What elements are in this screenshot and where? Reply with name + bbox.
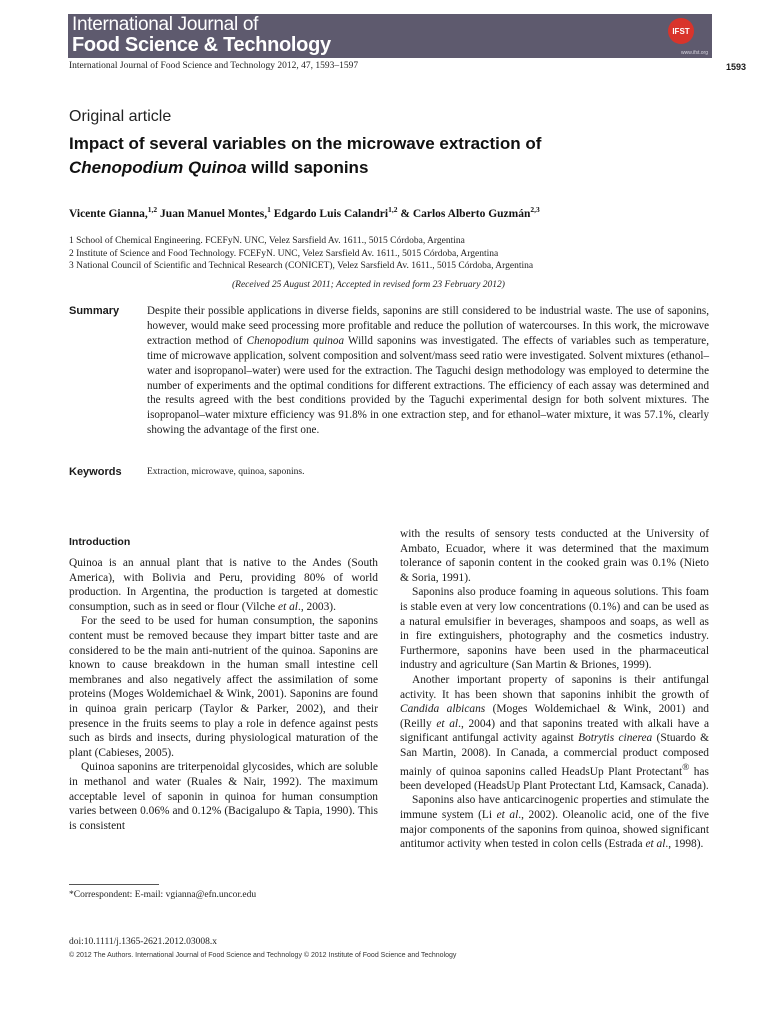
body-column-left [69, 556, 378, 833]
body-column-right [400, 527, 709, 852]
text-run: (Stuardo & San Martin, 2008). In Canada, a commercial product composed mainly of quinoa saponins called HeadsUp Plant Protectant [400, 732, 709, 778]
title-part1: Impact of several variables on the microwave extraction of [69, 134, 542, 153]
summary-part: Despite their possible applications in diverse fields, saponins are still considered to be industrial waste. The use of saponins, however, would make seed processing more profitable and reduce the pollution of watercourses. In this work, the microwave extraction method of [147, 305, 709, 347]
journal-name-line2: Food Science & Technology [72, 34, 331, 56]
author-affil: 2,3 [530, 205, 540, 214]
author-affil: 1,2 [147, 205, 158, 214]
affiliation-item: 2 Institute of Science and Food Technology. FCEFyN. UNC, Velez Sarsfield Av. 1611., 5015 Córdoba, Argentina [69, 248, 499, 259]
text-run: Another important property of saponins is their antifungal activity. It has been shown that saponins inhibit the growth of [400, 673, 709, 701]
text-run: (Moges Woldemichael & Wink, 2001) and (Reilly [400, 703, 710, 730]
title-species: Chenopodium Quinoa [69, 158, 247, 177]
text-run: ., 2002). Oleanolic acid, one of the five major components of the saponins from quinoa, showed significant antitumor activity when tested in colon cells (Estrada [400, 809, 709, 851]
ifst-logo-icon: IFST [668, 18, 694, 44]
doi-line: doi:10.1111/j.1365-2621.2012.03008.x [69, 937, 218, 947]
affiliation-item: 3 National Council of Scientific and Technical Research (CONICET), Velez Sarsfield Av. 1611., 5015 Córdoba, Argentina [69, 261, 534, 271]
paragraph: For the seed to be used for human consumption, the saponins content must be removed because they impart bitter taste and are considered to be the main anti-nutrient of the quinoa. Saponins are known to cause breakdown in the human small intestine cell membranes and also negatively affect the assimilation of some proteins (Moges Woldemichael & Wink, 2001). Saponins are found in quinoa grain pericarp (Taylor & Parker, 2002), and their presence in the fruits seems to play a role in defence against pests such as birds and insects, during physiological maturation of the plant (Cabieses, 2005). [69, 615, 378, 759]
paragraph: with the results of sensory tests conducted at the University of Ambato, Ecuador, where it was determined that the maximum tolerance of saponin content in the cooked grain was 0.1% (Nieto & Soria, 1991). [400, 528, 709, 584]
summary-species: Chenopodium quinoa [246, 334, 344, 347]
page-number: 1593 [725, 62, 746, 72]
text-run: et al [278, 600, 298, 613]
author-affil: 1,2 [388, 205, 398, 214]
summary-part: Willd saponins was investigated. The effects of variables such as temperature, time of microwave application, solvent composition and solvent/mass seed ratio were investigated. Solvent mixtures (ethanol–water and isopropanol–water) were used for the extraction. The Taguchi design methodology was employed to determine the number of experiments and the optimal conditions for different extractions. The efficiency of each assay was determined and the results agreed with the best conditions provided by the Taguchi experimental design for both solvent mixtures. The isopropanol–water mixture efficiency was 91.8% in one extraction step, and for ethanol–water mixture, it was 57.1%, clearly showing the advantage of the first one. [147, 334, 709, 437]
text-run: Quinoa is an annual plant that is native to the Andes (South America), with Bolivia and Peru, providing 80% of world production. In Argentina, the production is targeted at domestic consumption, such as in seed or flour (Vilche [69, 557, 378, 613]
author-affil: 1 [267, 205, 271, 214]
citation-line: International Journal of Food Science and Technology 2012, 47, 1593–1597 [69, 61, 359, 71]
journal-banner [68, 14, 712, 58]
text-run: ., 2004) and that saponins treated with alkali have a significant antifungal activity against [400, 717, 709, 745]
author-name: & Carlos Alberto Guzmán [397, 207, 531, 220]
text-run: et al [645, 838, 666, 851]
summary-text [147, 304, 709, 438]
article-type-label: Original article [69, 108, 172, 125]
text-run: et al [496, 809, 519, 822]
author-name: Juan Manuel Montes, [157, 207, 268, 220]
author-name: Edgardo Luis Calandri [270, 207, 389, 220]
article-title [69, 132, 709, 180]
text-run: ® [682, 762, 690, 773]
author-name: Vicente Gianna, [69, 207, 148, 220]
paragraph [69, 556, 378, 614]
author-list [69, 205, 540, 220]
affiliation-item: 1 School of Chemical Engineering. FCEFyN. UNC, Velez Sarsfield Av. 1611., 5015 Córdoba, Argentina [69, 236, 465, 246]
text-run: ., 1998). [665, 838, 704, 851]
paragraph: Quinoa saponins are triterpenoidal glycosides, which are soluble in methanol and water (Ruales & Nair, 1992). The maximum acceptable level of saponin in quinoa for human consumption varies between 0.06% and 0.12% (Bacigalupo & Tapia, 1990). This is consistent [69, 761, 378, 832]
correspondent-email: *Correspondent: E-mail: vgianna@efn.uncor.edu [69, 890, 257, 900]
title-part2: willd saponins [246, 158, 369, 177]
text-run: has been developed (HeadsUp Plant Protectant Ltd, Kamsack, Canada). [400, 765, 709, 792]
affiliations [69, 235, 533, 273]
summary-label: Summary [69, 305, 120, 317]
received-dates: (Received 25 August 2011; Accepted in revised form 23 February 2012) [232, 280, 505, 290]
text-run: Saponins also have anticarcinogenic properties and stimulate the immune system (Li [400, 794, 709, 822]
paragraph [400, 793, 709, 851]
text-run: Botrytis cinerea [578, 732, 653, 745]
journal-name-line1: International Journal of [72, 14, 259, 35]
keywords-label: Keywords [69, 466, 122, 478]
copyright-line: © 2012 The Authors. International Journal of Food Science and Technology © 2012 Institute of Food Science and Technology [69, 952, 457, 959]
keywords-text: Extraction, microwave, quinoa, saponins. [147, 467, 305, 477]
ifst-url: www.ifst.org [681, 50, 708, 56]
text-run: ., 2003). [297, 600, 336, 613]
text-run: et al [436, 717, 459, 730]
text-run: Candida albicans [400, 703, 486, 716]
section-heading-introduction: Introduction [69, 536, 131, 548]
footnote-divider [69, 884, 159, 885]
paragraph: Saponins also produce foaming in aqueous solutions. This foam is stable even at very low concentrations (0.1%) and can be used as a natural emulsifier in beverages, shampoos and soaps, as well as in fire extinguishers, photography and the cosmetics industry. Furthermore, saponins have been used in the pharmaceutical industry and agriculture (San Martin & Briones, 1999). [400, 586, 709, 672]
paragraph [400, 673, 709, 794]
